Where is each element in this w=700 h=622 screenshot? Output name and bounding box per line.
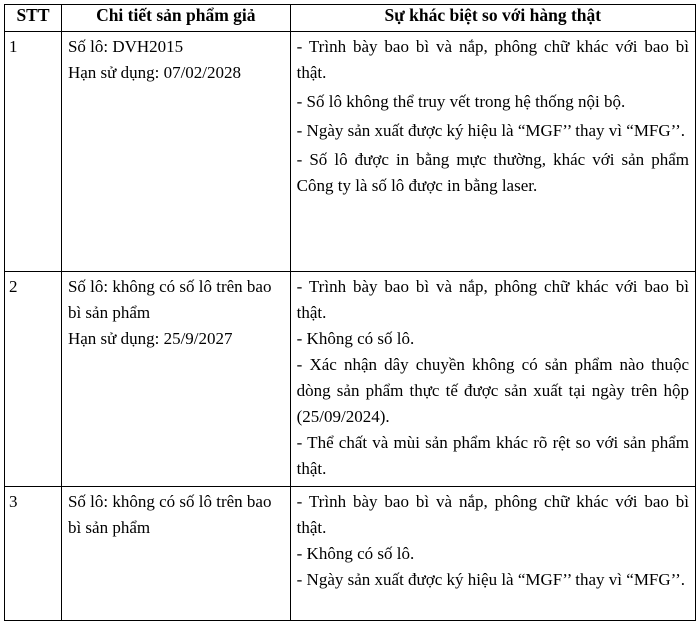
difference-item: - Ngày sản xuất được ký hiệu là “MGF’’ thay vì “MFG’’.: [296, 121, 685, 140]
header-fake-product-detail: Chi tiết sản phẩm giả: [61, 5, 290, 32]
table-row: [5, 32, 696, 272]
detail-line: Hạn sử dụng: 07/02/2028: [67, 63, 242, 82]
fake-product-detail: [61, 487, 290, 621]
difference-list: [290, 487, 695, 621]
difference-list: [290, 32, 695, 272]
difference-item: - Xác nhận dây chuyền không có sản phẩm nào thuộc dòng sản phẩm thực tế được sản xuất tại ngày trên hộp (25/09/2024).: [296, 355, 689, 426]
fake-product-detail: [61, 272, 290, 487]
detail-line: Số lô: không có số lô trên bao bì sản phẩm: [67, 277, 272, 322]
difference-item: - Ngày sản xuất được ký hiệu là “MGF’’ thay vì “MFG’’.: [296, 570, 685, 589]
difference-item: - Trình bày bao bì và nắp, phông chữ khác với bao bì thật.: [296, 277, 689, 322]
row-number: 1: [5, 32, 62, 272]
difference-item: - Không có số lô.: [296, 544, 415, 563]
table-row: [5, 272, 696, 487]
fake-product-detail: [61, 32, 290, 272]
detail-line: Số lô: DVH2015: [67, 37, 184, 56]
header-difference: Sự khác biệt so với hàng thật: [290, 5, 695, 32]
table-header-row: [5, 5, 696, 32]
difference-item: - Trình bày bao bì và nắp, phông chữ khác với bao bì thật.: [296, 492, 689, 537]
detail-line: Hạn sử dụng: 25/9/2027: [67, 329, 233, 348]
difference-list: [290, 272, 695, 487]
row-number: 2: [5, 272, 62, 487]
table-row: [5, 487, 696, 621]
counterfeit-comparison-table: [4, 4, 696, 621]
row-number: 3: [5, 487, 62, 621]
difference-item: - Trình bày bao bì và nắp, phông chữ khác với bao bì thật.: [296, 37, 689, 82]
detail-line: Số lô: không có số lô trên bao bì sản phẩm: [67, 492, 272, 537]
difference-item: - Không có số lô.: [296, 329, 415, 348]
difference-item: - Thể chất và mùi sản phẩm khác rõ rệt so với sản phẩm thật.: [296, 433, 689, 478]
difference-item: - Số lô không thể truy vết trong hệ thống nội bộ.: [296, 92, 626, 111]
difference-item: - Số lô được in bằng mực thường, khác với sản phẩm Công ty là số lô được in bằng laser.: [296, 150, 689, 195]
header-stt: STT: [5, 5, 62, 32]
